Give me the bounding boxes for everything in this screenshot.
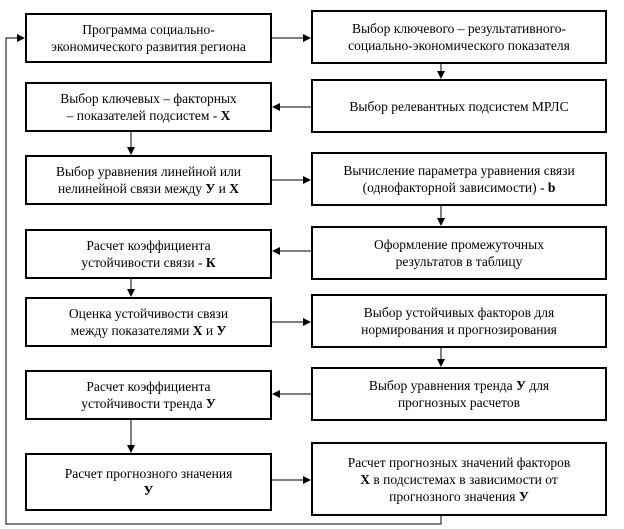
text-run: – показателей подсистем - <box>66 108 221 123</box>
box-forecast-factor-values-text <box>348 454 571 505</box>
text-run: Выбор устойчивых факторов для <box>363 305 555 320</box>
box-forecast-factor-values <box>311 442 607 516</box>
text-run: Выбор ключевых – факторных <box>60 91 237 106</box>
variable-label: Х <box>229 181 240 196</box>
box-intermediate-results-table-text <box>374 236 544 270</box>
box-regional-program-text <box>51 21 246 55</box>
box-select-relation-equation-text <box>56 163 241 197</box>
text-run: устойчивости связи - <box>81 255 206 270</box>
box-compute-relation-parameter <box>311 152 607 206</box>
text-run: Расчет прогнозных значений факторов <box>347 454 571 470</box>
text-run: Расчет коэффициента <box>86 238 211 253</box>
box-relation-stability-assessment-text <box>69 305 228 339</box>
box-relation-stability-coefficient-text <box>81 237 215 271</box>
box-select-stable-factors-text <box>361 304 557 338</box>
text-run: Выбор релевантных подсистем МРЛС <box>349 98 569 114</box>
text-run: Выбор ключевого – результативного- <box>351 21 567 36</box>
text-run: для <box>525 378 550 393</box>
box-select-key-indicator-text <box>348 20 570 54</box>
variable-label: b <box>547 180 556 195</box>
text-run: и <box>202 323 217 338</box>
variable-label: У <box>516 378 526 393</box>
text-run: Вычисление параметра уравнения связи <box>343 163 575 178</box>
text-run: прогнозного значения <box>389 488 519 504</box>
text-run: устойчивости тренда <box>81 396 206 411</box>
variable-label: У <box>518 488 529 504</box>
text-run: экономического развития региона <box>51 39 246 54</box>
text-run: социально-экономического показателя <box>348 38 570 53</box>
box-select-stable-factors <box>311 294 607 348</box>
text-run: Программа социально- <box>82 22 215 37</box>
box-select-trend-equation-text <box>369 377 549 411</box>
box-select-relevant-subsystems <box>311 79 607 133</box>
box-compute-relation-parameter-text <box>343 162 574 196</box>
box-relation-stability-assessment <box>25 297 272 347</box>
text-run: результатов в таблицу <box>395 254 523 269</box>
text-run: Оценка устойчивости связи <box>68 306 229 321</box>
box-trend-stability-coefficient-text <box>81 378 216 412</box>
variable-label: У <box>205 181 216 196</box>
text-run: нормирования и прогнозирования <box>361 322 557 337</box>
variable-label: Х <box>220 108 231 123</box>
box-intermediate-results-table <box>311 226 607 280</box>
box-select-relevant-subsystems-text <box>349 98 568 115</box>
box-select-factor-indicators-text <box>60 90 237 124</box>
box-select-key-indicator <box>311 10 607 64</box>
box-forecast-value <box>25 453 272 511</box>
box-regional-program <box>25 13 272 63</box>
text-run: прогнозных расчетов <box>397 395 521 410</box>
variable-label: У <box>205 396 216 411</box>
text-run: нелинейной связи между <box>57 181 206 196</box>
box-relation-stability-coefficient <box>25 229 272 279</box>
variable-label: Х <box>192 323 203 338</box>
variable-label: Х <box>360 471 370 487</box>
text-run: и <box>215 181 230 196</box>
variable-label: У <box>216 323 227 338</box>
box-select-factor-indicators <box>25 82 272 132</box>
text-run: Выбор уравнения тренда <box>368 378 517 393</box>
variable-label: К <box>205 255 216 270</box>
box-select-trend-equation <box>311 367 607 421</box>
variable-label: У <box>143 483 154 498</box>
text-run: Оформление промежуточных <box>374 237 544 252</box>
box-select-relation-equation <box>25 155 272 205</box>
text-run: между показателями <box>70 323 193 338</box>
text-run: Расчет прогнозного значения <box>64 466 233 481</box>
text-run: Выбор уравнения линейной или <box>55 164 242 179</box>
text-run: (однофакторной зависимости) - <box>362 180 548 195</box>
text-run: в подсистемах в зависимости от <box>370 471 558 487</box>
text-run: Расчет коэффициента <box>86 379 211 394</box>
box-forecast-value-text <box>65 465 233 499</box>
box-trend-stability-coefficient <box>25 370 272 420</box>
